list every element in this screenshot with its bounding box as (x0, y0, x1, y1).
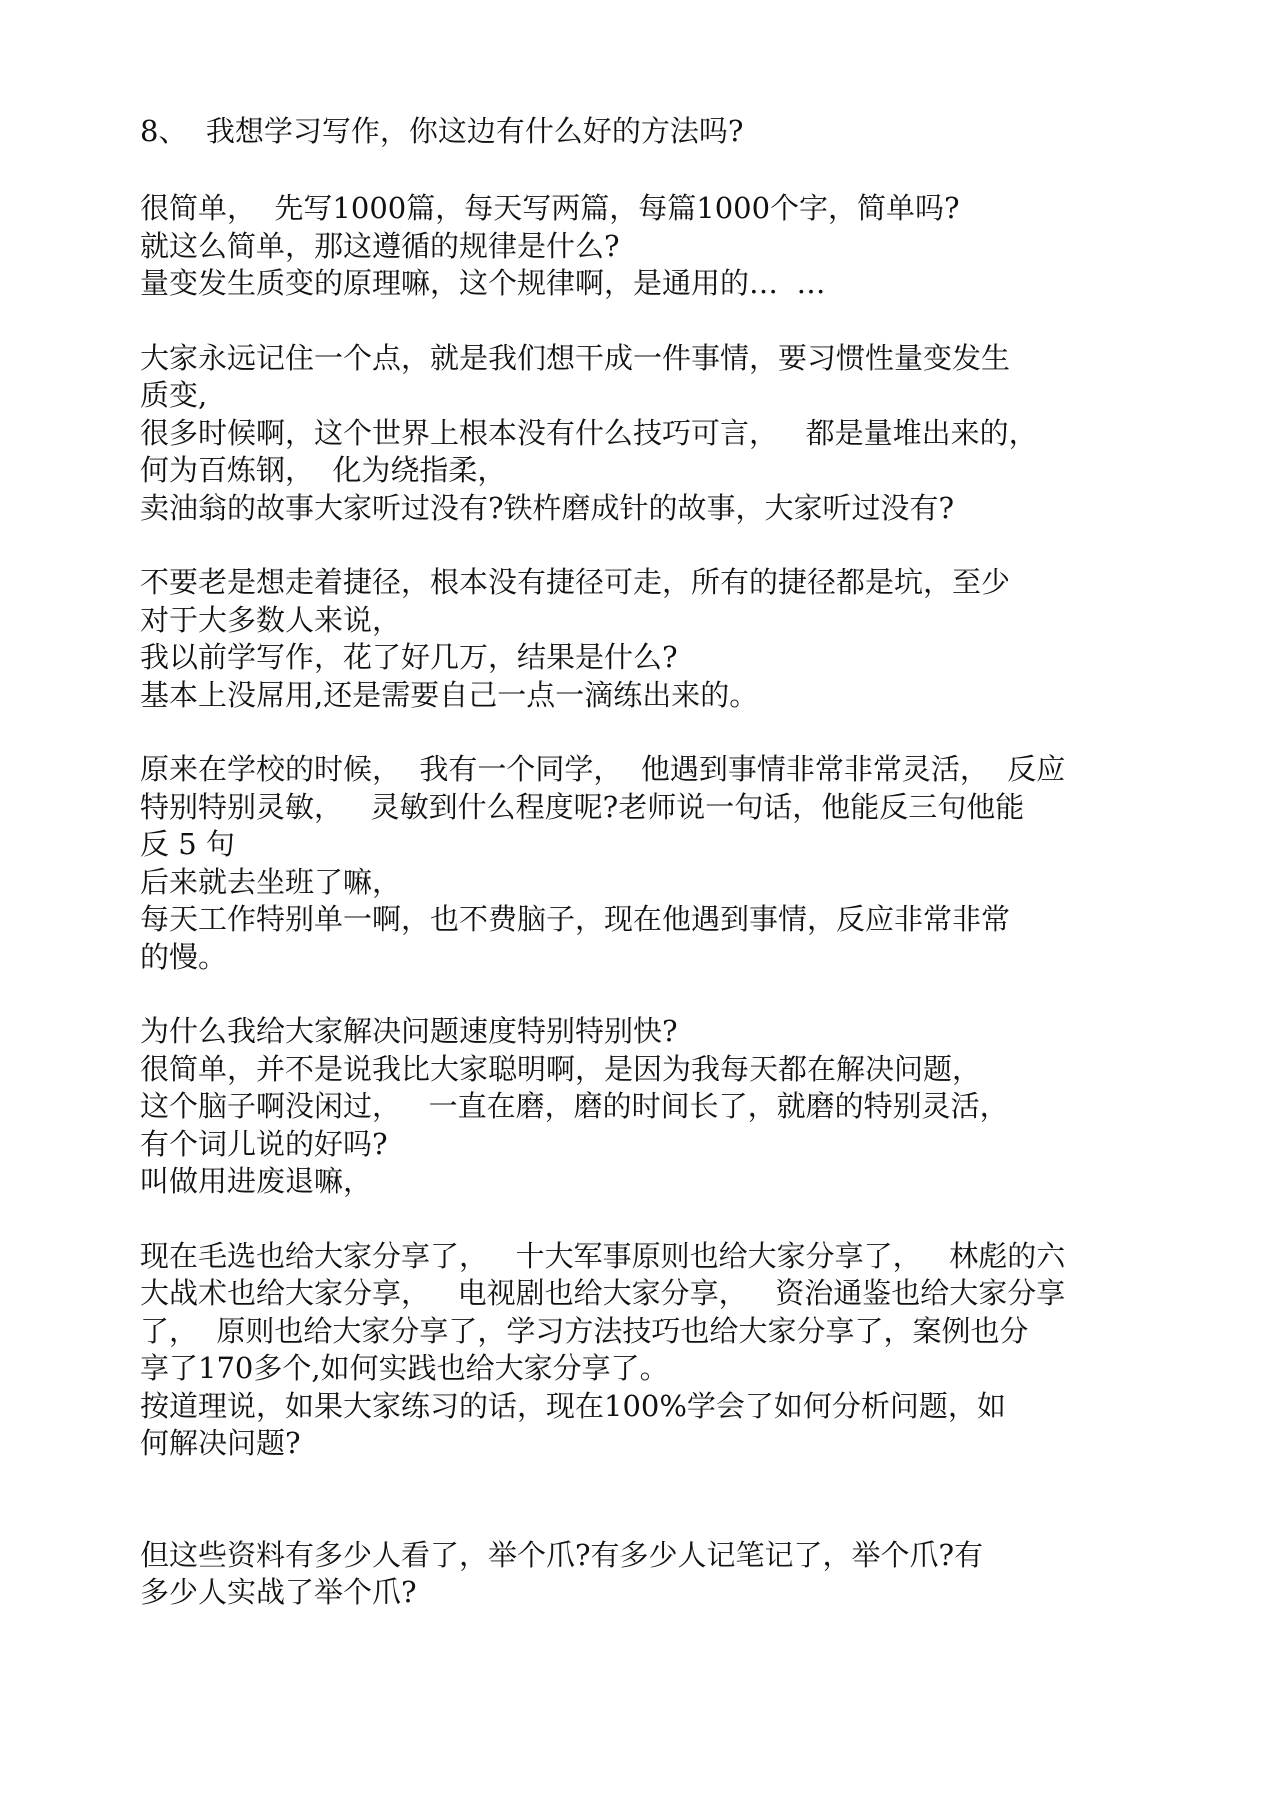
paragraph-3 (140, 564, 1140, 714)
text-line: 大家永远记住一个点，就是我们想干成一件事情，要习惯性量变发生 (140, 340, 1011, 375)
text-line: 按道理说，如果大家练习的话，现在100%学会了如何分析问题，如 (140, 1388, 1006, 1423)
text-line: 质变, (140, 378, 208, 412)
text-line: 为什么我给大家解决问题速度特别特别快? (140, 1014, 678, 1048)
text-line: 每天工作特别单一啊，也不费脑子，现在他遇到事情，反应非常非常 (140, 902, 1011, 936)
text-line: 就这么简单，那这遵循的规律是什么? (140, 228, 620, 263)
text-line: 很简单，并不是说我比大家聪明啊，是因为我每天都在解决问题， (140, 1051, 982, 1086)
paragraph-4 (140, 751, 1140, 976)
text-line: 不要老是想走着捷径，根本没有捷径可走，所有的捷径都是坑，至少 (140, 565, 1011, 599)
text-line: 了， 原则也给大家分享了，学习方法技巧也给大家分享了，案例也分 (140, 1313, 1029, 1348)
paragraph-5 (140, 1013, 1140, 1201)
text-line: 何解决问题? (140, 1426, 301, 1460)
text-line: 很多时候啊，这个世界上根本没有什么技巧可言， 都是量堆出来的， (140, 415, 1038, 450)
paragraph-6 (140, 1238, 1140, 1463)
paragraph-1 (140, 190, 1140, 303)
text-line: 大战术也给大家分享， 电视剧也给大家分享， 资治通鉴也给大家分享 (140, 1276, 1066, 1310)
document-page (140, 112, 1140, 1649)
text-line: 现在毛选也给大家分享了， 十大军事原则也给大家分享了， 林彪的六 (140, 1238, 1066, 1273)
text-line: 多少人实战了举个爪? (140, 1575, 417, 1609)
text-line: 享了170多个,如何实践也给大家分享了。 (140, 1351, 669, 1385)
text-line: 反 5 句 (140, 827, 235, 861)
question-title: 8、 我想学习写作，你这边有什么好的方法吗? (140, 114, 744, 148)
paragraph-2 (140, 340, 1140, 528)
text-line: 有个词儿说的好吗? (140, 1126, 388, 1161)
text-line: 基本上没屌用,还是需要自己一点一滴练出来的。 (140, 677, 759, 712)
text-line: 何为百炼钢， 化为绕指柔， (140, 453, 507, 487)
text-line: 这个脑子啊没闲过， 一直在磨，磨的时间长了，就磨的特别灵活， (140, 1089, 1009, 1123)
paragraph-7 (140, 1537, 1140, 1612)
text-line: 我以前学写作，花了好几万，结果是什么? (140, 640, 678, 674)
text-line: 的慢。 (140, 939, 228, 974)
text-line: 叫做用进废退嘛， (140, 1164, 373, 1198)
text-line: 但这些资料有多少人看了，举个爪?有多少人记笔记了，举个爪?有 (140, 1537, 984, 1572)
text-line: 原来在学校的时候， 我有一个同学， 他遇到事情非常非常灵活， 反应 (140, 752, 1066, 786)
text-line: 卖油翁的故事大家听过没有?铁杵磨成针的故事，大家听过没有? (140, 490, 955, 525)
text-line: 后来就去坐班了嘛， (140, 864, 402, 899)
text-line: 很简单， 先写1000篇，每天写两篇，每篇1000个字，简单吗? (140, 191, 960, 225)
text-line: 对于大多数人来说， (140, 602, 402, 637)
text-line: 特别特别灵敏， 灵敏到什么程度呢?老师说一句话，他能反三句他能 (140, 789, 1025, 824)
text-line: 量变发生质变的原理嘛，这个规律啊，是通用的… … (140, 266, 826, 300)
